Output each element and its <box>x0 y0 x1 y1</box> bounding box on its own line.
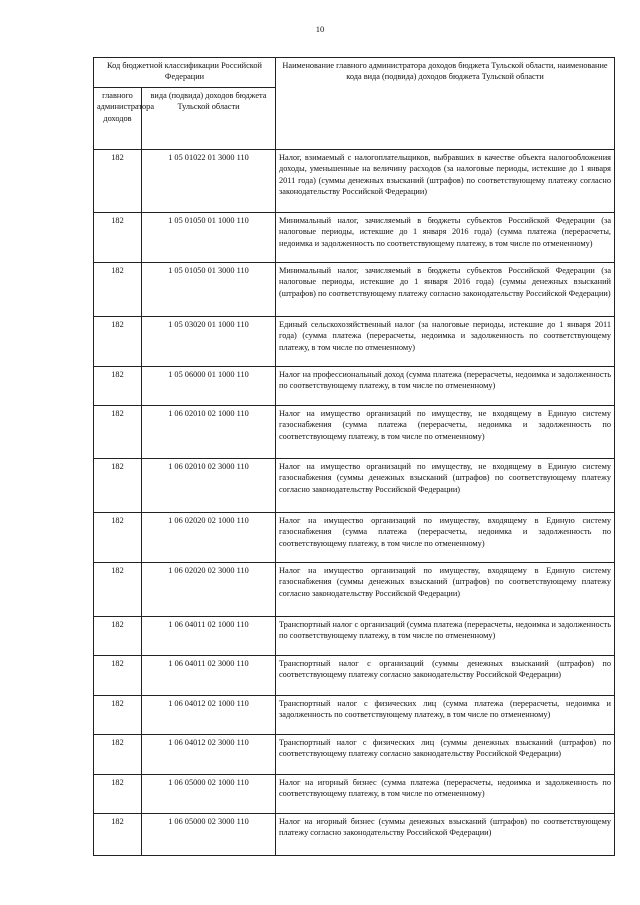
income-description-cell: Налог на имущество организаций по имуществу, не входящему в Единую систему газоснабжения (суммы денежных взысканий (штрафов) по соответствующему платежу согласно законодательству Российской Федерации) <box>276 459 615 513</box>
income-description-cell: Налог на игорный бизнес (сумма платежа (перерасчеты, недоимка и задолженность по соответствующему платежу, в том числе по отмененному) <box>276 775 615 814</box>
admin-code-cell: 182 <box>94 696 142 735</box>
admin-code-cell: 182 <box>94 150 142 213</box>
table-row <box>94 735 615 775</box>
income-code-cell: 1 06 02010 02 3000 110 <box>142 459 276 513</box>
income-code-cell: 1 05 01050 01 1000 110 <box>142 213 276 263</box>
income-code-cell: 1 05 01050 01 3000 110 <box>142 263 276 317</box>
income-code-cell: 1 06 05000 02 1000 110 <box>142 775 276 814</box>
table-row <box>94 617 615 656</box>
income-code-cell: 1 06 02020 02 1000 110 <box>142 513 276 563</box>
header-code-column: вида (подвида) доходов бюджета Тульской области <box>142 88 276 150</box>
table-row <box>94 775 615 814</box>
income-description-cell: Минимальный налог, зачисляемый в бюджеты субъектов Российской Федерации (за налоговые периоды, истекшие до 1 января 2016 года) (суммы денежных взысканий (штрафов) по соответствующему платежу согласно законодательству Российской Федерации) <box>276 263 615 317</box>
page-number: 10 <box>315 24 325 34</box>
income-description-cell: Налог на имущество организаций по имуществу, не входящему в Единую систему газоснабжения (сумма платежа (перерасчеты, недоимка и задолженность по соответствующему платежу, в том числе по отмененному) <box>276 406 615 459</box>
income-code-cell: 1 06 02020 02 3000 110 <box>142 563 276 617</box>
income-code-cell: 1 06 02010 02 1000 110 <box>142 406 276 459</box>
table-row <box>94 563 615 617</box>
income-description-cell: Налог на игорный бизнес (суммы денежных взысканий (штрафов) по соответствующему платежу согласно законодательству Российской Федерации) <box>276 814 615 856</box>
income-description-cell: Налог на имущество организаций по имуществу, входящему в Единую систему газоснабжения (сумма платежа (перерасчеты, недоимка и задолженность по соответствующему платежу, в том числе по отмененному) <box>276 513 615 563</box>
table-row <box>94 406 615 459</box>
admin-code-cell: 182 <box>94 317 142 367</box>
table-row <box>94 656 615 696</box>
header-admin-column: главного администратора доходов <box>94 88 142 150</box>
admin-code-cell: 182 <box>94 513 142 563</box>
admin-code-cell: 182 <box>94 735 142 775</box>
table-row <box>94 213 615 263</box>
income-description-cell: Налог на имущество организаций по имуществу, входящему в Единую систему газоснабжения (суммы денежных взысканий (штрафов) по соответствующему платежу согласно законодательству Российской Федерации) <box>276 563 615 617</box>
income-description-cell: Налог на профессиональный доход (сумма платежа (перерасчеты, недоимка и задолженность по соответствующему платежу, в том числе по отмененному) <box>276 367 615 406</box>
table-row <box>94 459 615 513</box>
table-row <box>94 317 615 367</box>
income-description-cell: Транспортный налог с организаций (суммы денежных взысканий (штрафов) по соответствующему платежу согласно законодательству Российской Федерации) <box>276 656 615 696</box>
table-row <box>94 814 615 856</box>
income-description-cell: Минимальный налог, зачисляемый в бюджеты субъектов Российской Федерации (за налоговые периоды, истекшие до 1 января 2016 года) (сумма платежа (перерасчеты, недоимка и задолженность по соответствующему платежу, в том числе по отмененному) <box>276 213 615 263</box>
admin-code-cell: 182 <box>94 617 142 656</box>
income-code-cell: 1 06 04012 02 1000 110 <box>142 696 276 735</box>
admin-code-cell: 182 <box>94 775 142 814</box>
income-description-cell: Транспортный налог с физических лиц (суммы денежных взысканий (штрафов) по соответствующему платежу согласно законодательству Российской Федерации) <box>276 735 615 775</box>
income-code-cell: 1 06 04011 02 3000 110 <box>142 656 276 696</box>
admin-code-cell: 182 <box>94 406 142 459</box>
income-code-cell: 1 06 04011 02 1000 110 <box>142 617 276 656</box>
table-row <box>94 696 615 735</box>
income-code-cell: 1 06 04012 02 3000 110 <box>142 735 276 775</box>
admin-code-cell: 182 <box>94 814 142 856</box>
income-description-cell: Транспортный налог с физических лиц (сумма платежа (перерасчеты, недоимка и задолженность по соответствующему платежу, в том числе по отмененному) <box>276 696 615 735</box>
admin-code-cell: 182 <box>94 213 142 263</box>
income-code-cell: 1 05 03020 01 1000 110 <box>142 317 276 367</box>
table-row <box>94 367 615 406</box>
admin-code-cell: 182 <box>94 459 142 513</box>
income-description-cell: Транспортный налог с организаций (сумма платежа (перерасчеты, недоимка и задолженность по соответствующему платежу, в том числе по отмененному) <box>276 617 615 656</box>
income-code-cell: 1 06 05000 02 3000 110 <box>142 814 276 856</box>
income-code-cell: 1 05 01022 01 3000 110 <box>142 150 276 213</box>
admin-code-cell: 182 <box>94 367 142 406</box>
income-code-cell: 1 05 06000 01 1000 110 <box>142 367 276 406</box>
admin-code-cell: 182 <box>94 656 142 696</box>
header-name-column: Наименование главного администратора доходов бюджета Тульской области, наименование кода вида (подвида) доходов бюджета Тульской области <box>276 58 615 150</box>
table-row <box>94 150 615 213</box>
table-row <box>94 513 615 563</box>
income-description-cell: Налог, взимаемый с налогоплательщиков, выбравших в качестве объекта налогообложения доходы, уменьшенные на величину расходов (за налоговые периоды, истекшие до 1 января 2011 года) (суммы денежных взысканий (штрафов) по соответствующему платежу согласно законодательству Российской Федерации) <box>276 150 615 213</box>
admin-code-cell: 182 <box>94 563 142 617</box>
header-code-group: Код бюджетной классификации Российской Федерации <box>94 58 276 88</box>
income-description-cell: Единый сельскохозяйственный налог (за налоговые периоды, истекшие до 1 января 2011 года) (сумма платежа (перерасчеты, недоимка и задолженность по соответствующему платежу, в том числе по отмененному) <box>276 317 615 367</box>
budget-classification-table <box>93 57 615 856</box>
admin-code-cell: 182 <box>94 263 142 317</box>
table-row <box>94 263 615 317</box>
